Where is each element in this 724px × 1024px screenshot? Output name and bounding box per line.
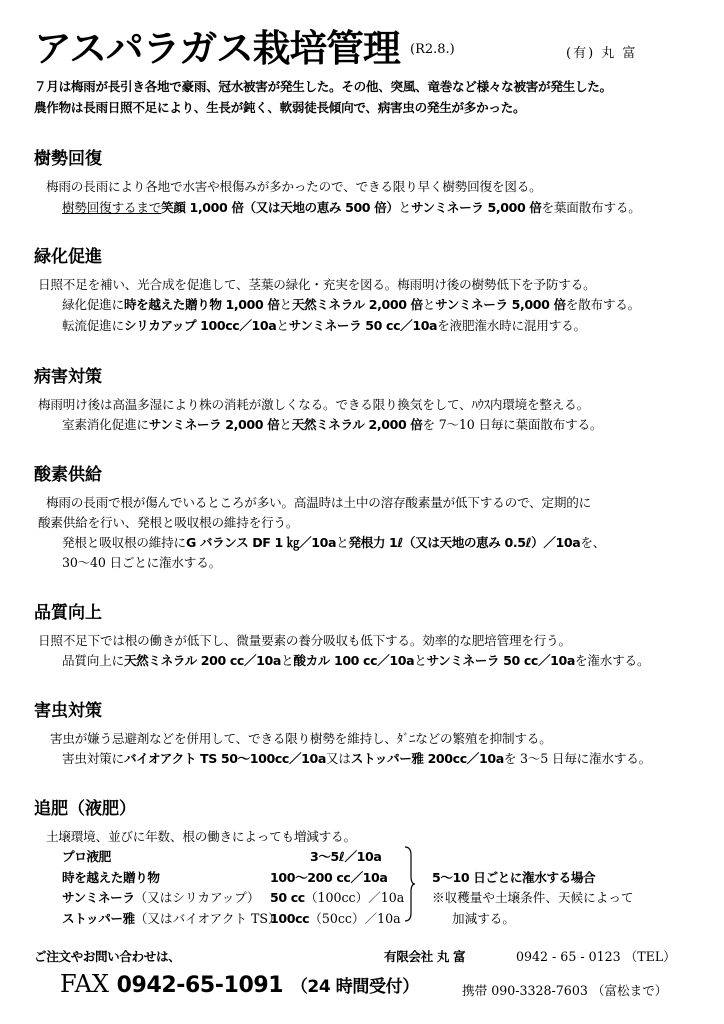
product-alt: （又はバイオアクト TS） <box>134 911 281 926</box>
fertilizer-row-name <box>62 908 281 927</box>
fertilizer-row-name <box>62 846 111 865</box>
product-name: バイオアクト TS 50～100cc／10a <box>123 751 326 766</box>
product-name: プロ液肥 <box>62 849 111 864</box>
product-name: 笑顔 1,000 倍（又は天地の恵み 500 倍） <box>161 200 399 215</box>
section-quality-line-1: 日照不足下では根の働きが低下し、微量要素の養分吸収も低下する。効率的な肥培管理を行う。 <box>38 633 571 648</box>
section-vigor-line-2 <box>62 197 641 216</box>
fax-number: 0942-65-1091 <box>116 973 284 998</box>
text-span: 品質向上に <box>62 653 124 668</box>
amount: 100～200 cc／10a <box>270 870 388 885</box>
text-span: を、 <box>580 535 606 550</box>
section-heading-quality: 品質向上 <box>34 603 102 623</box>
amount: 3～5ℓ／10a <box>310 849 382 864</box>
footer-mobile: 携帯 090-3328-7603 （富松まで） <box>462 983 668 998</box>
product-name: ストッパー雅 200cc／10a <box>350 751 504 766</box>
text-span: と <box>276 318 289 333</box>
text-span: 又は <box>326 751 351 766</box>
amount: 50 cc <box>270 890 305 905</box>
text-span: と <box>279 297 292 312</box>
intro-line-1: ７月は梅雨が長引き各地で豪雨、冠水被害が発生した。その他、突風、竜巻など様々な被害が発生した。 <box>34 79 612 94</box>
section-oxygen-line-4: 30～40 日ごとに潅水する。 <box>62 555 221 570</box>
section-greening-line-1: 日照不足を補い、光合成を促進して、茎葉の緑化・充実を図る。梅雨明け後の樹勢低下を予防する。 <box>38 277 596 292</box>
section-oxygen-line-3 <box>62 532 605 551</box>
product-name: サンミネーラ 50 cc／10a <box>426 653 575 668</box>
product-name: サンミネーラ 50 cc／10a <box>288 318 438 333</box>
text-span: 発根と吸収根の維持に <box>62 535 186 550</box>
section-pests-line-1: 害虫が嫌う忌避剤などを併用して、できる限り樹勢を維持し、ﾀﾞﾆなどの繁殖を抑制する。 <box>50 731 552 746</box>
product-name: 天然ミネラル 200 cc／10a <box>123 653 281 668</box>
section-heading-vigor: 樹勢回復 <box>34 149 102 169</box>
fax-note: （24 時間受付） <box>290 977 419 997</box>
text-span: を 7～10 日毎に葉面散布する。 <box>422 417 603 432</box>
text-span: 転流促進に <box>62 318 124 333</box>
text-span: 緑化促進に <box>62 297 124 312</box>
fertilizer-row-name <box>62 867 160 886</box>
section-oxygen-line-2: 酸素供給を行い、発根と吸収根の維持を行う。 <box>38 515 299 530</box>
product-name: サンミネーラ 5,000 倍 <box>435 297 566 312</box>
product-name: サンミネーラ 2,000 倍 <box>148 417 280 432</box>
product-name: 酸カル 100 cc／10a <box>293 653 415 668</box>
fertilizer-row-amount <box>310 846 381 865</box>
fax-label: FAX <box>60 970 109 998</box>
amount-alt: （100cc）／10a <box>304 890 405 905</box>
section-greening-line-3 <box>62 315 586 334</box>
topdressing-note-1: 5～10 日ごとに潅水する場合 <box>432 870 596 885</box>
section-heading-oxygen: 酸素供給 <box>34 465 102 485</box>
text-span: と <box>279 417 292 432</box>
section-topdressing-line-1: 土壌環境、並びに年数、根の働きによっても増減する。 <box>46 829 356 844</box>
text-span: 樹勢回復するまで <box>62 200 162 215</box>
text-span: と <box>414 653 427 668</box>
section-heading-topdressing: 追肥（液肥） <box>34 799 136 819</box>
product-name: サンミネーラ <box>62 890 135 905</box>
product-name: 時を越えた贈り物 1,000 倍 <box>123 297 280 312</box>
version-label: (R2.8.) <box>410 42 455 57</box>
page-title: アスパラガス栽培管理 <box>34 27 400 70</box>
intro-line-2: 農作物は長雨日照不足により、生長が鈍く、軟弱徒長傾向で、病害虫の発生が多かった。 <box>34 100 526 115</box>
product-name: サンミネーラ 5,000 倍 <box>410 200 542 215</box>
section-pests-line-2 <box>62 748 651 767</box>
fertilizer-row-amount <box>270 908 401 927</box>
text-span: と <box>422 297 436 312</box>
footer-tel: 0942 - 65 - 0123 （TEL） <box>516 949 676 964</box>
right-brace-icon <box>404 846 416 922</box>
product-name: ストッパー雅 <box>62 911 135 926</box>
text-span: と <box>398 200 411 215</box>
text-span: と <box>336 535 349 550</box>
fertilizer-row-name <box>62 887 260 906</box>
fertilizer-row-amount <box>270 867 388 886</box>
amount: 100cc <box>270 911 310 926</box>
product-name: G バランス DF 1 ㎏／10a <box>185 535 337 550</box>
section-heading-disease: 病害対策 <box>34 367 102 387</box>
section-heading-greening: 緑化促進 <box>34 247 102 267</box>
text-span: を葉面散布する。 <box>541 200 641 215</box>
section-quality-line-2 <box>62 650 649 669</box>
text-span: 害虫対策に <box>62 751 124 766</box>
section-greening-line-2 <box>62 294 640 313</box>
section-oxygen-line-1: 梅雨の長雨で根が傷んでいるところが多い。高温時は土中の溶存酸素量が低下するので、定期的に <box>46 495 592 510</box>
product-name: シリカアップ 100cc／10a <box>123 318 277 333</box>
text-span: を散布する。 <box>565 297 641 312</box>
product-alt: （又はシリカアップ） <box>134 890 260 905</box>
section-vigor-line-1: 梅雨の長雨により各地で水害や根傷みが多かったので、できる限り早く樹勢回復を図る。 <box>46 179 542 194</box>
footer-inquiry: ご注文やお問い合わせは、 <box>34 949 181 964</box>
section-disease-line-1: 梅雨明け後は高温多湿により株の消耗が激しくなる。できる限り換気をして、ﾊｳｽ内環境を整える。 <box>38 397 589 412</box>
footer-company: 有限会社 丸 富 <box>384 949 466 964</box>
topdressing-note-2: ※収穫量や土壌条件、天候によって <box>432 890 634 905</box>
product-name: 天然ミネラル 2,000 倍 <box>291 297 423 312</box>
text-span: 室素消化促進に <box>62 417 149 432</box>
text-span: と <box>280 653 294 668</box>
product-name: 発根力 1ℓ（又は天地の恵み 0.5ℓ）／10a <box>348 535 581 550</box>
fertilizer-row-amount <box>270 887 404 906</box>
topdressing-note-3: 加減する。 <box>452 911 515 926</box>
footer-fax <box>60 970 419 998</box>
text-span: を液肥潅水時に混用する。 <box>437 318 586 333</box>
text-span: を 3～5 日毎に潅水する。 <box>503 751 651 766</box>
product-name: 天然ミネラル 2,000 倍 <box>291 417 423 432</box>
company-name-top: (有) 丸 富 <box>566 46 638 61</box>
amount-alt: （50cc）／10a <box>309 911 401 926</box>
section-heading-pests: 害虫対策 <box>34 701 102 721</box>
product-name: 時を越えた贈り物 <box>62 870 160 885</box>
section-disease-line-2 <box>62 414 602 433</box>
text-span: を潅水する。 <box>574 653 650 668</box>
